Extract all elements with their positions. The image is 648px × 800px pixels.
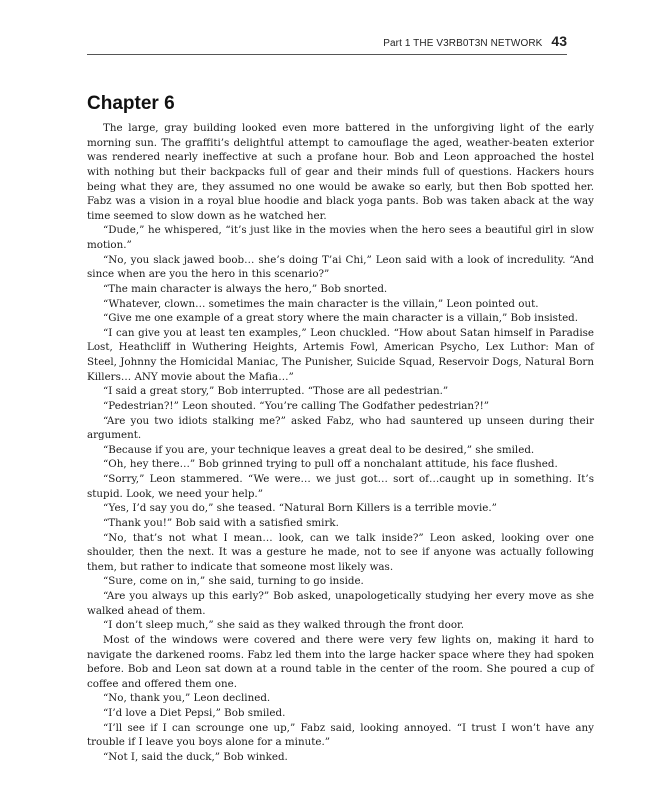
paragraph: The large, gray building looked even more battered in the unforgiving light of the early morning sun. The graffiti’s delightful attempt to camouflage the aged, weather-beaten exterior was rendered nearly ineffective at such a profane hour. Bob and Leon approached the hostel with nothing but their backpacks full of gear and their minds full of questions. Hackers hours being what they are, they assumed no one would be awake so early, but then Bob spotted her. Fabz was a vision in a royal blue hoodie and black yoga pants. Bob was taken aback at the way time seemed to slow down as he watched her.: [87, 122, 594, 222]
paragraph: “No, thank you,” Leon declined.: [103, 692, 271, 705]
paragraph: “Dude,” he whispered, “it’s just like in the movies when the hero sees a beautiful girl in slow motion.”: [87, 224, 594, 251]
page-number: 43: [551, 33, 567, 49]
paragraph: Most of the windows were covered and there were very few lights on, making it hard to navigate the darkened rooms. Fabz led them into the large hacker space where they had spoken before. Bob and Leon sat down at a round table in the center of the room. She poured a cup of coffee and offered them one.: [87, 633, 594, 690]
header-rule: [87, 54, 567, 55]
paragraph: “Are you two idiots stalking me?” asked Fabz, who had sauntered up unseen during their argument.: [87, 414, 594, 442]
paragraph: “I said a great story,” Bob interrupted. “Those are all pedestrian.”: [103, 385, 449, 398]
paragraph: “Give me one example of a great story where the main character is a villain,” Bob insisted.: [103, 312, 579, 325]
part-label: Part 1 THE V3RB0T3N NETWORK: [383, 38, 543, 49]
paragraph: “I can give you at least ten examples,” Leon chuckled. “How about Satan himself in Paradise Lost, Heathcliff in Wuthering Heights, Artemis Fowl, American Psycho, Lex Luthor: Man of Steel, Johnny the Homicidal Maniac, The Punisher, Suicide Squad, Reservoir Dogs, Natural Born Killers… ANY movie about the Mafia…”: [87, 326, 594, 383]
paragraph: “I don’t sleep much,” she said as they walked through the front door.: [103, 619, 465, 632]
chapter-body: [87, 121, 594, 765]
paragraph: “Sorry,” Leon stammered. “We were… we just got… sort of…caught up in something. It’s stupid. Look, we need your help.”: [87, 473, 594, 500]
paragraph: “Are you always up this early?” Bob asked, unapologetically studying her every move as she walked ahead of them.: [87, 590, 594, 617]
paragraph: “Thank you!” Bob said with a satisfied smirk.: [103, 516, 339, 529]
paragraph: “Not I, said the duck,” Bob winked.: [103, 750, 288, 763]
paragraph: “Whatever, clown… sometimes the main character is the villain,” Leon pointed out.: [103, 297, 539, 310]
chapter-title: Chapter 6: [87, 93, 175, 114]
paragraph: “Pedestrian?!” Leon shouted. “You’re calling The Godfather pedestrian?!”: [103, 399, 489, 412]
paragraph: “No, that’s not what I mean… look, can we talk inside?” Leon asked, looking over one shoulder, then the next. It was a gesture he made, not to see if anyone was actually following them, but rather to indicate that someone most likely was.: [87, 531, 594, 573]
running-header: [87, 33, 567, 49]
paragraph: “Oh, hey there…” Bob grinned trying to pull off a nonchalant attitude, his face flushed.: [103, 458, 558, 471]
paragraph: “I’ll see if I can scrounge one up,” Fabz said, looking annoyed. “I trust I won’t have any trouble if I leave you boys alone for a minute.”: [87, 721, 594, 749]
paragraph: “Sure, come on in,” she said, turning to go inside.: [103, 575, 364, 588]
paragraph: “No, you slack jawed boob… she’s doing T’ai Chi,” Leon said with a look of incredulity. “And since when are you the hero in this scenario?”: [87, 253, 594, 281]
paragraph: “I’d love a Diet Pepsi,” Bob smiled.: [103, 707, 286, 719]
paragraph: “Because if you are, your technique leaves a great deal to be desired,” she smiled.: [103, 443, 535, 456]
paragraph: “Yes, I’d say you do,” she teased. “Natural Born Killers is a terrible movie.”: [103, 502, 497, 515]
paragraph: “The main character is always the hero,” Bob snorted.: [103, 282, 388, 295]
